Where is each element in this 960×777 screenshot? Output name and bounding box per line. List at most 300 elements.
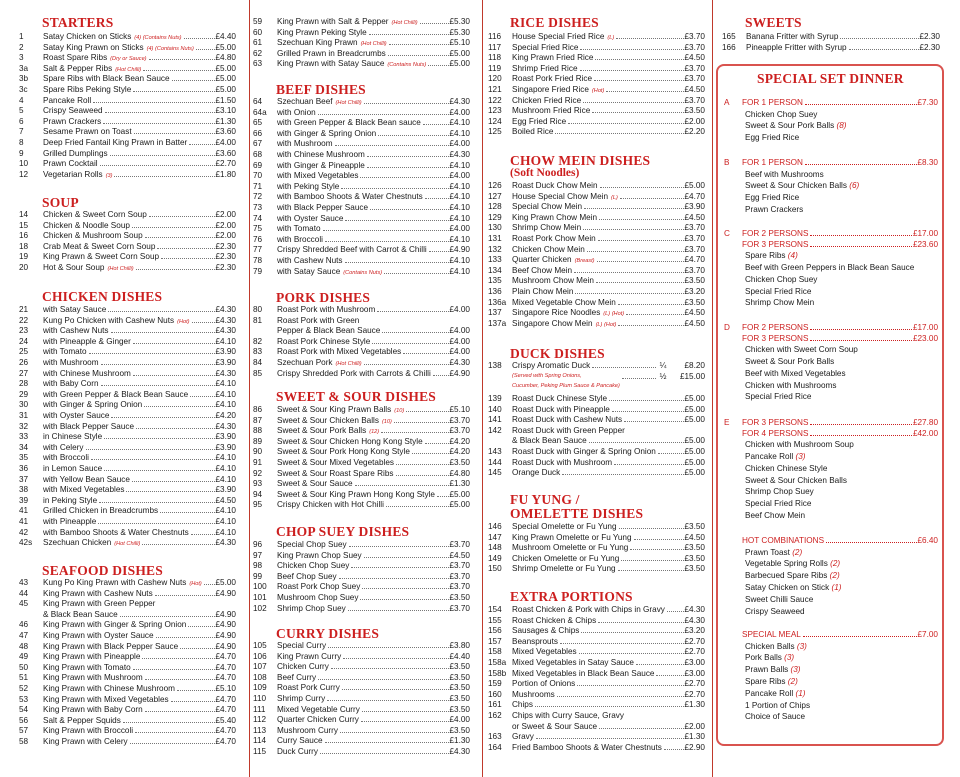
set-item-name: Prawn Balls [745,665,789,675]
dot-leader [598,239,684,241]
item-name: with Mixed Vegetables [43,485,125,495]
dot-leader [331,667,449,669]
menu-item [19,357,236,368]
item-number: 81 [253,315,263,325]
item-number: 134 [488,265,502,275]
item-price: £4.50 [684,85,705,94]
item-number: 157 [488,636,502,646]
menu-item [19,630,236,641]
set-persons: SPECIAL MEAL [742,630,801,639]
set-item [745,676,798,687]
item-number: 68 [253,150,263,159]
item-number: 62 [253,48,263,58]
menu-item [19,399,236,410]
item-price: £3.70 [684,265,705,275]
item-number: 79 [253,266,263,276]
item-number: 30 [19,400,29,410]
item-number: 24 [19,336,29,346]
item-number: 86 [253,405,263,414]
set-item [745,463,827,474]
item-number: 126 [488,181,502,190]
menu-item [488,521,705,532]
dot-leader [592,366,656,368]
set-item-qty: (3) [795,452,806,461]
dot-leader [574,271,683,273]
dot-leader [589,441,684,443]
item-name: Roast Pork Chinese Style [277,336,371,346]
menu-item [253,499,470,510]
dot-leader [349,545,449,547]
item-name: Satay King Prawn on Sticks [43,42,144,52]
set-item [745,262,914,273]
item-price: £1.50 [215,95,236,105]
item-note: (Hot Chilli) [335,361,362,367]
dot-leader [136,427,214,429]
menu-item [488,710,705,721]
item-name: in Peking Style [43,495,98,505]
item-number: 140 [488,404,502,414]
dot-leader [810,245,912,247]
dot-leader [810,434,912,436]
item-name: Roast Spare Ribs [43,53,108,63]
item-name: Fried Bamboo Shoots & Water Chestnuts [512,742,662,752]
item-number: 84 [253,358,263,367]
set-header [724,239,938,250]
item-name: Roast Pork with Mushroom [277,305,376,314]
item-price: £3.50 [449,662,470,672]
set-item [745,120,847,131]
dot-leader [104,437,214,439]
item-name: Beef Curry [277,672,317,682]
dot-leader [557,695,684,697]
menu-item [488,286,705,297]
item-number: 100 [253,582,267,592]
item-name: Roast Duck with Green Pepper [512,425,625,435]
menu-item [488,646,705,657]
item-name: Chicken Fried Rice [512,95,582,105]
menu-item [19,704,236,715]
dot-leader [171,700,215,702]
menu-item [19,42,236,53]
dot-leader [341,187,448,189]
item-name: Szechuan King Prawn [277,38,358,48]
item-price: £4.90 [215,620,236,630]
dot-leader [634,538,684,540]
item-price: £4.90 [215,641,236,651]
dot-leader [535,705,684,707]
item-price: £5.30 [449,17,470,26]
set-letter: B [724,158,730,167]
item-note: (3) [105,172,113,179]
item-price: £4.00 [449,326,470,336]
item-price: £3.20 [684,287,705,296]
menu-item [253,16,470,27]
dot-leader [362,710,449,712]
item-number: 136a [488,297,507,307]
set-item-qty: (3) [784,653,795,663]
set-header [724,535,938,546]
set-item [745,192,799,203]
item-name: Chicken Curry [277,662,329,672]
item-name: King Prawn Peking Style [277,27,367,37]
item-price: £3.50 [449,704,470,714]
item-name: Egg Fried Rice [512,116,567,126]
dot-leader [810,423,912,425]
item-number: 19 [19,252,29,262]
menu-item [253,255,470,266]
menu-item [19,63,236,74]
item-number: 67 [253,139,263,149]
item-number: 89 [253,436,263,446]
item-number: 34 [19,442,29,452]
menu-item [488,467,705,478]
dot-leader [143,69,214,71]
dot-leader [114,175,214,177]
item-price: £4.30 [215,315,236,325]
dot-leader [616,37,683,39]
dot-leader [134,132,215,134]
item-price: £3.50 [684,276,705,286]
item-price: £4.30 [215,421,236,431]
item-number: 148 [488,543,502,553]
item-price: £5.10 [449,405,470,414]
set-item [745,594,813,605]
menu-item [19,672,236,683]
item-price: £4.30 [449,150,470,159]
menu-item [253,436,470,447]
item-price: £4.10 [449,256,470,265]
item-number: 8 [19,138,24,147]
set-item [745,297,814,308]
item-price: £4.70 [215,737,236,746]
item-price: £4.30 [449,358,470,367]
item-price: £4.30 [215,368,236,378]
item-name: with Pineapple & Ginger [43,336,131,346]
dot-leader [369,33,449,35]
item-number: 125 [488,127,502,137]
menu-item [253,404,470,415]
item-note: (L) [607,35,615,41]
item-name: with Chinese Mushroom [43,368,131,378]
item-name: Beef Chop Suey [277,571,337,581]
item-number: 122 [488,95,502,105]
dot-leader [320,752,449,754]
item-price: £5.00 [684,468,705,478]
set-letter: D [724,323,730,332]
item-price: £2.00 [215,220,236,230]
dot-leader [191,533,215,535]
section-title: CURRY DISHES [276,626,380,641]
item-name: Crispy Shredded Pork with Carrots & Chilli [277,368,431,378]
item-price: £3.50 [449,458,470,467]
menu-item [19,241,236,252]
item-number: 93 [253,479,263,489]
menu-item [488,699,705,710]
item-name: King Prawn Fried Rice [512,53,594,63]
item-number: 43 [19,578,29,587]
item-number: 99 [253,571,263,581]
item-name: Shrimp Omelette or Fu Yung [512,564,616,574]
item-price: £3.60 [215,148,236,158]
item-number: 107 [253,662,267,672]
set-item [745,570,840,581]
set-item-name: Chicken Balls [745,641,795,651]
dot-leader [583,101,683,103]
set-price: £23.60 [912,239,938,249]
item-number: 83 [253,347,263,357]
item-name: with Baby Corn [43,379,99,389]
item-name: with Celery [43,442,84,452]
item-name: Roast Duck Chinese Style [512,394,608,403]
item-number: 128 [488,202,502,212]
dot-leader [810,328,912,330]
item-number: 115 [253,747,267,756]
menu-item [253,468,470,479]
set-item [745,700,810,711]
dot-leader [805,103,917,105]
item-number: 146 [488,522,502,531]
item-number: 78 [253,256,263,265]
item-name: Shrimp Chow Mein [512,223,582,233]
portion-half: ½ [659,371,667,381]
item-price: £4.10 [215,400,236,410]
dot-leader [584,207,683,209]
item-name: Orange Duck [512,468,561,478]
item-number: 50 [19,662,29,672]
set-item-name: Beef with Mushrooms [745,169,824,179]
menu-item [253,704,470,715]
set-item [745,439,854,450]
dot-leader [348,609,449,611]
item-number: 144 [488,457,502,467]
item-price: £3.70 [684,63,705,73]
item-price: £4.00 [449,305,470,314]
item-number: 69 [253,160,263,170]
item-number: 4 [19,95,24,105]
set-price: £7.00 [917,630,938,639]
item-name: King Prawn with Satay Sauce [277,59,385,69]
section-title: SEAFOOD DISHES [42,563,163,578]
item-name: Pineapple Fritter with Syrup [746,42,847,52]
item-number: 46 [19,620,29,630]
item-name: Shrimp Chop Suey [277,603,346,613]
dot-leader [161,257,214,259]
set-persons: FOR 3 PERSONS [742,418,809,427]
item-price: £2.30 [215,252,236,262]
dot-leader [577,684,683,686]
item-price: £4.90 [215,609,236,619]
item-price: £2.30 [215,241,236,251]
item-number: 48 [19,641,29,651]
item-number: 64a [253,107,267,117]
menu-item [253,244,470,255]
item-number: 143 [488,447,502,456]
item-note: (L) [611,194,618,201]
set-item [745,664,801,675]
item-name: Kung Po Chicken with Cashew Nuts [43,315,175,325]
item-price: £4.10 [449,128,470,138]
set-item-name: Pork Balls [745,653,782,663]
item-name: in Lemon Sauce [43,464,103,473]
item-price: £4.30 [449,747,470,756]
dot-leader [180,647,214,649]
item-price: £4.20 [449,436,470,446]
dot-leader [364,363,449,365]
dot-leader [840,37,918,39]
item-price: £2.00 [684,116,705,126]
item-name: King Prawn with Broccoli [43,726,134,736]
menu-item [253,191,470,202]
item-name: Special Curry [277,641,327,650]
dot-leader [188,625,214,627]
menu-item [488,742,705,753]
item-price: £4.10 [449,192,470,202]
set-header [724,417,938,428]
item-price: £3.50 [684,553,705,563]
item-name: with Broccoli [277,234,323,244]
set-item-name: Egg Fried Rice [745,193,800,203]
menu-item [253,560,470,571]
dot-leader [177,689,215,691]
dot-leader [575,292,683,294]
dot-leader [101,384,215,386]
item-price: £4.10 [215,464,236,473]
menu-item [253,571,470,582]
item-price: £4.80 [215,53,236,63]
item-number: 158 [488,647,502,657]
item-number: 120 [488,74,502,84]
item-price: £3.50 [449,694,470,703]
menu-item [253,640,470,651]
set-item-name: Pancake Roll [745,452,794,461]
item-name: Chicken & Noodle Soup [43,220,130,230]
item-name: Grilled Prawn in Breadcrumbs [277,48,386,58]
dot-leader [325,240,449,242]
item-price: £4.90 [215,631,236,640]
dot-leader [104,469,214,471]
item-price: £4.70 [684,255,705,265]
menu-item [253,117,470,128]
menu-item [19,148,236,159]
menu-item [488,446,705,457]
item-price: £4.70 [215,694,236,704]
item-name: King Prawn Curry [277,651,342,661]
menu-item [253,603,470,614]
set-header [724,333,938,344]
set-item [745,274,817,285]
item-name: Roast Pork with Green [277,315,360,325]
item-price: £3.50 [684,564,705,574]
dot-leader [355,484,449,486]
item-number: 129 [488,212,502,222]
menu-item [253,234,470,245]
menu-item [253,181,470,192]
set-persons: FOR 3 PERSONS [742,333,809,343]
item-number: 95 [253,500,263,510]
dot-leader [340,731,449,733]
item-name: & Black Bean Sauce [512,436,587,446]
item-price: £3.90 [215,485,236,495]
menu-item [253,48,470,59]
item-price: £4.00 [449,107,470,117]
dot-leader [98,522,214,524]
item-number: 112 [253,715,267,725]
menu-item [19,31,236,42]
section-title: CHOP SUEY DISHES [276,524,410,539]
item-price: £5.00 [215,74,236,84]
menu-item [19,463,236,474]
item-number: 161 [488,700,502,710]
set-persons: FOR 3 PERSONS [742,239,809,249]
dot-leader [612,410,684,412]
item-number: 59 [253,17,263,26]
menu-item [488,42,705,53]
item-number: 12 [19,169,29,179]
item-name: Szechuan Beef [277,97,333,106]
menu-item [19,116,236,127]
item-note: (Hot) [189,581,202,587]
item-number: 38 [19,485,29,495]
dot-leader [382,331,448,333]
item-name: Portion of Onions [512,679,576,689]
set-item-name: Pancake Roll [745,688,794,698]
dot-leader [619,527,684,529]
menu-item [488,52,705,63]
item-number: 118 [488,53,502,63]
dot-leader [101,363,215,365]
item-price: £3.50 [684,543,705,553]
item-name: House Special Chow Mein [512,191,609,201]
item-number: 142 [488,425,502,435]
item-number: 18 [19,241,29,251]
menu-item [488,404,705,415]
item-number: 158a [488,658,507,667]
menu-item [19,588,236,599]
item-number: 23 [19,326,29,336]
item-name: with Yellow Bean Sauce [43,474,130,484]
item-name: Special Fried Rice [512,42,579,52]
item-price: £3.70 [684,32,705,41]
item-number: 66 [253,128,263,138]
set-letter: A [724,98,730,107]
item-number: 149 [488,553,502,563]
menu-item [19,52,236,63]
item-name: & Black Bean Sauce [43,609,118,619]
item-number: 108 [253,672,267,682]
set-persons: FOR 1 PERSON [742,98,803,107]
set-item-name: 1 Portion of Chips [745,700,811,710]
menu-item [722,31,940,42]
item-name: Deep Fried Fantail King Prawn in Batter [43,138,188,147]
item-name: Sweet & Sour King Prawn Balls [277,405,392,414]
item-name: Singapore Fried Rice [512,85,589,94]
set-item [745,547,802,558]
item-name: Sweet & Sour Chicken Hong Kong Style [277,436,423,446]
item-number: 22 [19,315,29,325]
dot-leader [536,737,684,739]
item-number: 97 [253,550,263,560]
item-name: Mixed Vegetables [512,647,577,657]
item-name: King Prawn with Celery [43,737,128,746]
item-price: £3.90 [215,358,236,367]
menu-item [488,73,705,84]
set-item-name: Spare Ribs [745,251,786,261]
item-number: 113 [253,725,267,735]
dot-leader [396,474,449,476]
item-name: with Ginger & Spring Onion [277,128,377,138]
set-item [745,380,836,391]
set-dinner-title: SPECIAL SET DINNER [757,71,904,86]
